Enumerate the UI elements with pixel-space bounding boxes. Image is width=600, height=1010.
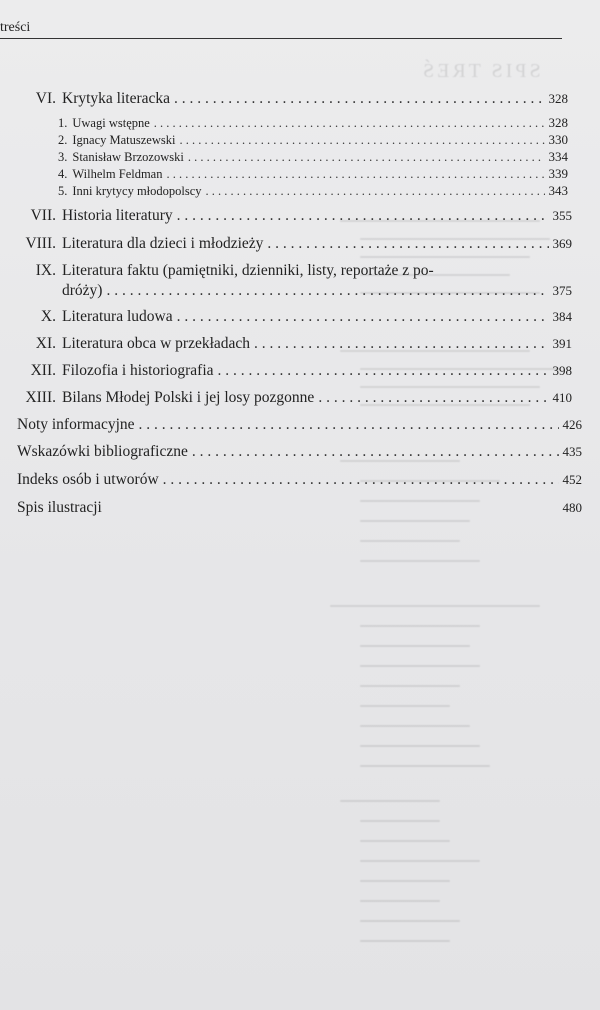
chapter-title: Filozofia i historiografia (62, 362, 214, 379)
page-number: 369 (552, 236, 572, 251)
page-number: 480 (562, 500, 582, 515)
chapter-title: Historia literatury (62, 207, 173, 224)
section-title: Wilhelm Feldman (72, 167, 163, 181)
toc-entry-chapter (26, 335, 572, 353)
backmatter-title: Noty informacyjne (17, 416, 135, 433)
leader-dots (267, 235, 548, 253)
toc-entry-backmatter (17, 471, 582, 489)
ghost-heading: SPIS TREŚ (420, 60, 541, 82)
page-number: 426 (562, 417, 582, 432)
page-number: 334 (548, 149, 568, 164)
leader-dots (206, 184, 545, 199)
toc-entry-chapter (20, 207, 572, 225)
page-number: 355 (552, 208, 572, 223)
chapter-title: Literatura obca w przekładach (62, 335, 251, 352)
toc-entry-section (58, 149, 568, 165)
section-title: Uwagi wstępne (72, 116, 150, 130)
toc-entry-section (58, 166, 568, 182)
chapter-number: XIII. (25, 389, 56, 406)
leader-dots (254, 335, 548, 353)
toc-entry-section (58, 183, 568, 199)
section-number: 5. (58, 184, 68, 198)
page-number: 339 (548, 166, 568, 181)
page-number: 410 (552, 390, 572, 405)
toc-entry-section (58, 115, 568, 131)
backmatter-title: Wskazówki bibliograficzne (17, 443, 188, 460)
section-title: Inni krytycy młodopolscy (72, 184, 202, 198)
chapter-title: Bilans Młodej Polski i jej losy pozgonne (62, 389, 315, 406)
toc-entry-backmatter (17, 499, 582, 517)
leader-dots (318, 389, 548, 407)
section-number: 3. (58, 150, 68, 164)
toc-entry-chapter (24, 262, 544, 280)
section-number: 4. (58, 167, 68, 181)
leader-dots (166, 167, 544, 182)
page-number: 343 (548, 183, 568, 198)
page-number: 375 (552, 283, 572, 298)
page-number: 398 (552, 363, 572, 378)
toc-entry-chapter (14, 235, 572, 253)
page-number: 330 (548, 132, 568, 147)
leader-dots (139, 416, 559, 434)
toc-entry-backmatter (17, 416, 582, 434)
running-header (0, 18, 562, 39)
page-number: 328 (548, 115, 568, 130)
leader-dots (177, 308, 549, 326)
chapter-number: X. (40, 308, 56, 325)
toc-entry-chapter (30, 308, 572, 326)
page-number: 384 (552, 309, 572, 324)
leader-dots (163, 471, 559, 489)
leader-dots (218, 362, 549, 380)
chapter-number: VII. (30, 207, 56, 224)
toc-entry-chapter (26, 90, 568, 108)
chapter-title: Literatura ludowa (62, 308, 173, 325)
page-number: 328 (548, 91, 568, 106)
toc-entry-section (58, 132, 568, 148)
chapter-number: VIII. (25, 235, 56, 252)
page-number: 452 (562, 472, 582, 487)
section-number: 2. (58, 133, 68, 147)
leader-dots (106, 282, 548, 300)
chapter-number: XII. (30, 362, 56, 379)
section-number: 1. (58, 116, 68, 130)
backmatter-title: Spis ilustracji (17, 499, 102, 516)
leader-dots (174, 90, 544, 108)
page-number: 435 (562, 444, 582, 459)
toc-entry-chapter (20, 362, 572, 380)
chapter-number: XI. (35, 335, 56, 352)
leader-dots (179, 133, 544, 148)
backmatter-title: Indeks osób i utworów (17, 471, 159, 488)
chapter-title-continued: dróży) (62, 282, 103, 299)
leader-dots (177, 207, 549, 225)
chapter-number: IX. (35, 262, 56, 279)
chapter-title: Krytyka literacka (62, 90, 171, 107)
running-header-title: treści (0, 20, 31, 35)
page-number: 391 (552, 336, 572, 351)
section-title: Ignacy Matuszewski (72, 133, 176, 147)
toc-entry-backmatter (17, 443, 582, 461)
chapter-number: VI. (35, 90, 56, 107)
toc-entry-chapter (14, 389, 572, 407)
chapter-title: Literatura faktu (pamiętniki, dzienniki, listy, reportaże z po- (62, 262, 434, 279)
section-title: Stanisław Brzozowski (72, 150, 184, 164)
leader-dots (192, 443, 559, 461)
toc-entry-chapter-continued (62, 282, 572, 300)
leader-dots (154, 116, 545, 131)
chapter-title: Literatura dla dzieci i młodzieży (62, 235, 264, 252)
leader-dots (188, 150, 545, 165)
